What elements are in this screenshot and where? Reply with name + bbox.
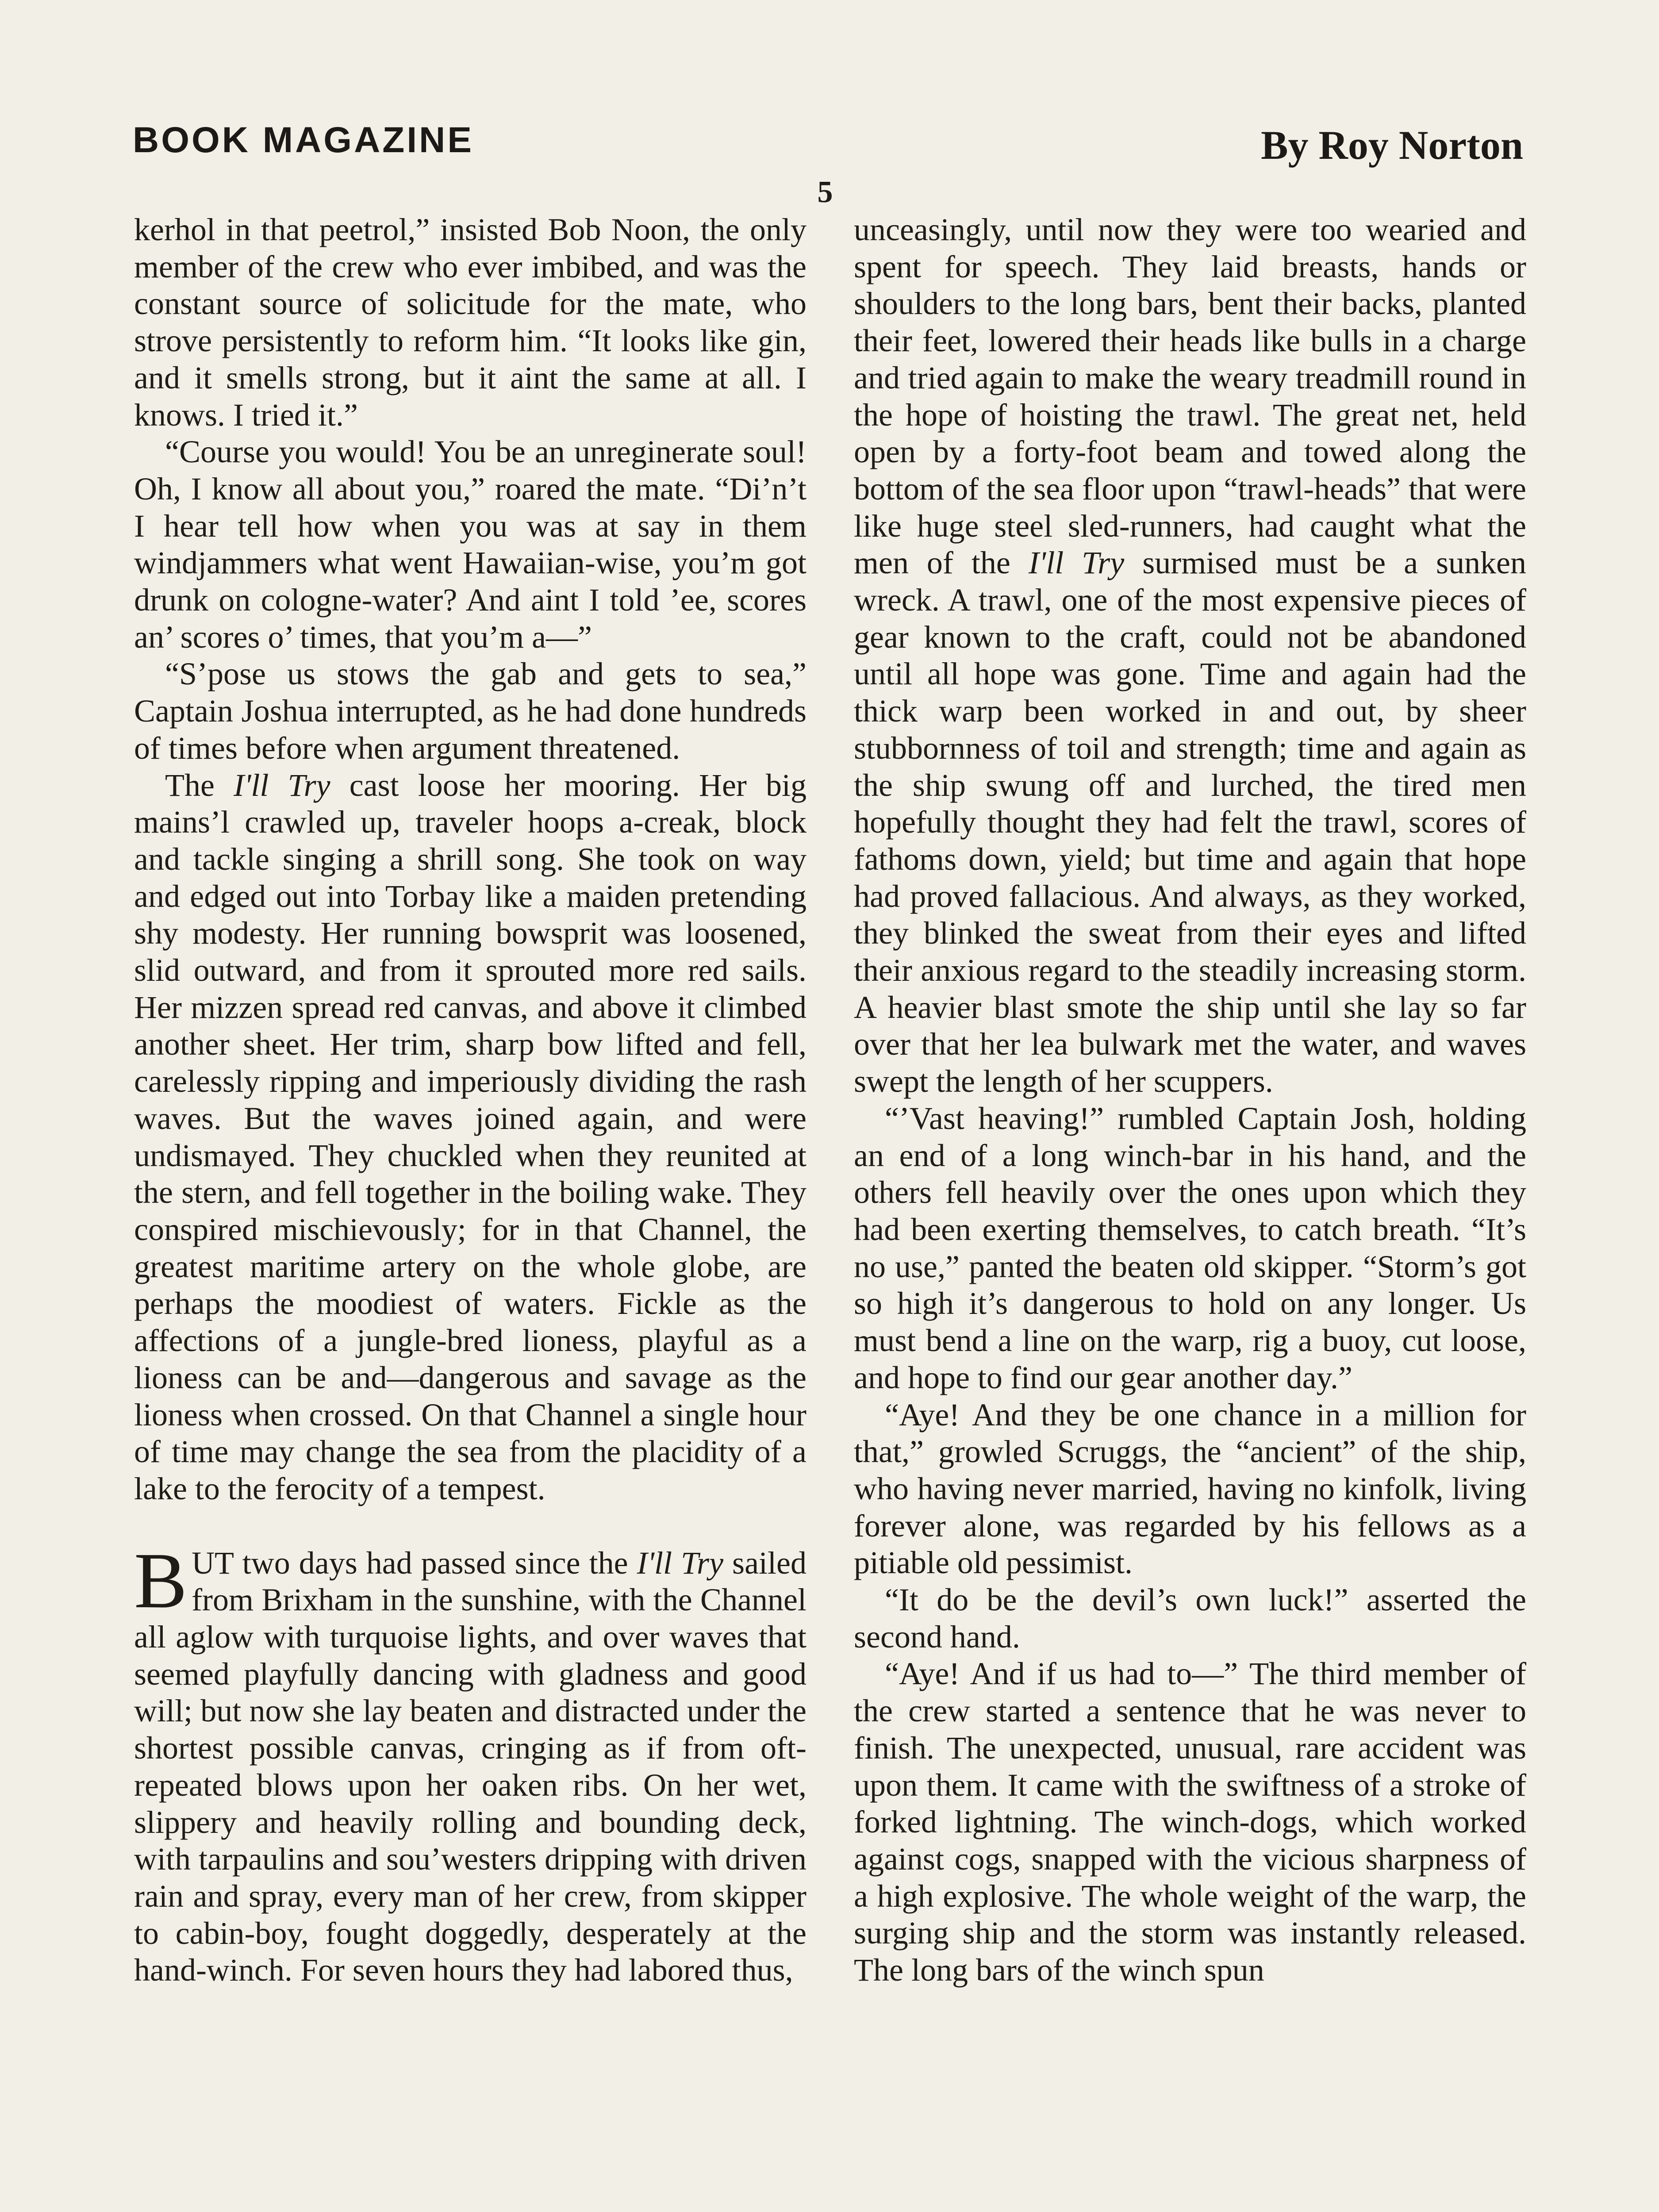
paragraph: kerhol in that peetrol,” insisted Bob Noon, the only member of the crew who ever imbibed, and was the constant source of solicitude for the mate, who strove persistently to reform him. “It looks like gin, and it smells strong, but it aint the same at all. I knows. I tried it.” — [134, 212, 806, 433]
paragraph: “It do be the devil’s own luck!” asserted the second hand. — [854, 1582, 1526, 1655]
paragraph-text: unceasingly, until now they were too wearied and spent for speech. They laid breasts, hands or shoulders to the long bars, bent their backs, planted their feet, lowered their heads like bulls in a charge and tried again to make the weary treadmill round in the hope of hoisting the trawl. The great net, held open by a forty-foot beam and towed along the bottom of the sea floor upon “trawl-heads” that were like huge steel sled-runners, had caught what the men of the — [854, 212, 1526, 581]
paragraph-text: surmised must be a sunken wreck. A trawl, one of the most expensive pieces of gear known to the craft, could not be abandoned until all hope was gone. Time and again had the thick warp been worked in and out, by sheer stubbornness of toil and strength; time and again as the ship swung off and lurched, the tired men hopefully thought they had felt the trawl, scores of fathoms down, yield; but time and again that hope had proved fallacious. And always, as they worked, they blinked the sweat from their eyes and lifted their anxious regard to the steadily increasing storm. A heavier blast smote the ship until she lay so far over that her lea bulwark met the water, and waves swept the length of her scuppers. — [854, 545, 1526, 1099]
paragraph: “Course you would! You be an unreginerate soul! Oh, I know all about you,” roared the mate. “Di’n’t I hear tell how when you was at say in them windjammers what went Hawaiian-wise, you’m got drunk on cologne-water? And aint I told ’ee, scores an’ scores o’ times, that you’m a—” — [134, 434, 806, 655]
paragraph: “S’pose us stows the gab and gets to sea,” Captain Joshua interrupted, as he had done hundreds of times before when argument threatened. — [134, 656, 806, 766]
magazine-title: BOOK MAGAZINE — [133, 120, 474, 160]
ship-name: I'll Try — [1028, 545, 1125, 581]
paragraph-text: sailed from Brixham in the sunshine, with the Channel all aglow with turquoise lights, and over waves that seemed playfully dancing with gladness and good will; but now she lay beaten and distracted under the shortest possible canvas, cringing as if from oft-repeated blows upon her oaken ribs. On her wet, slippery and heavily rolling and bounding deck, with tarpaulins and sou’westers dripping with driven rain and spray, every man of her crew, from skipper to cabin-boy, fought doggedly, desperately at the hand-winch. For seven hours they had labored thus, — [134, 1545, 806, 1988]
ship-name: I'll Try — [637, 1545, 724, 1581]
paragraph-text: UT two days had passed since the — [192, 1545, 637, 1581]
paragraph: “Aye! And if us had to—” The third member of the crew started a sentence that he was never to finish. The unexpected, unusual, rare accident was upon them. It came with the swiftness of a stroke of forked lightning. The winch-dogs, which worked against cogs, snapped with the vicious sharpness of a high explosive. The whole weight of the warp, the surging ship and the storm was instantly released. The long bars of the winch spun — [854, 1656, 1526, 1988]
ship-name: I'll Try — [234, 767, 330, 803]
paragraph — [134, 767, 806, 1508]
right-column — [854, 211, 1526, 2212]
paragraph — [854, 211, 1526, 1100]
drop-cap: B — [134, 1536, 188, 1624]
section-paragraph — [134, 1536, 806, 1989]
paragraph: “’Vast heaving!” rumbled Captain Josh, holding an end of a long winch-bar in his hand, and the others fell heavily over the ones upon which they had been exerting themselves, to catch breath. “It’s no use,” panted the beaten old skipper. “Storm’s got so high it’s dangerous to hold on any longer. Us must bend a line on the warp, rig a buoy, cut loose, and hope to find our gear another day.” — [854, 1100, 1526, 1395]
author-byline: By Roy Norton — [1261, 123, 1523, 168]
page-number: 5 — [817, 175, 833, 209]
paragraph-text: The — [165, 767, 234, 803]
paragraph: “Aye! And they be one chance in a million for that,” growled Scruggs, the “ancient” of the ship, who having never married, having no kinfolk, living forever alone, was regarded by his fellows as a pitiable old pessimist. — [854, 1397, 1526, 1581]
paragraph-text: cast loose her mooring. Her big mains’l crawled up, traveler hoops a-creak, block and tackle singing a shrill song. She took on way and edged out into Torbay like a maiden pretending shy modesty. Her running bowsprit was loosened, slid outward, and from it sprouted more red sails. Her mizzen spread red canvas, and above it climbed another sheet. Her trim, sharp bow lifted and fell, carelessly ripping and imperiously dividing the rash waves. But the waves joined again, and were undismayed. They chuckled when they reunited at the stern, and fell together in the boiling wake. They conspired mischievously; for in that Channel, the greatest maritime artery on the whole globe, are perhaps the moodiest of waters. Fickle as the affections of a jungle-bred lioness, playful as a lioness can be and—dangerous and savage as the lioness when crossed. On that Channel a single hour of time may change the sea from the placidity of a lake to the ferocity of a tempest. — [134, 767, 806, 1506]
left-column — [134, 211, 806, 2212]
